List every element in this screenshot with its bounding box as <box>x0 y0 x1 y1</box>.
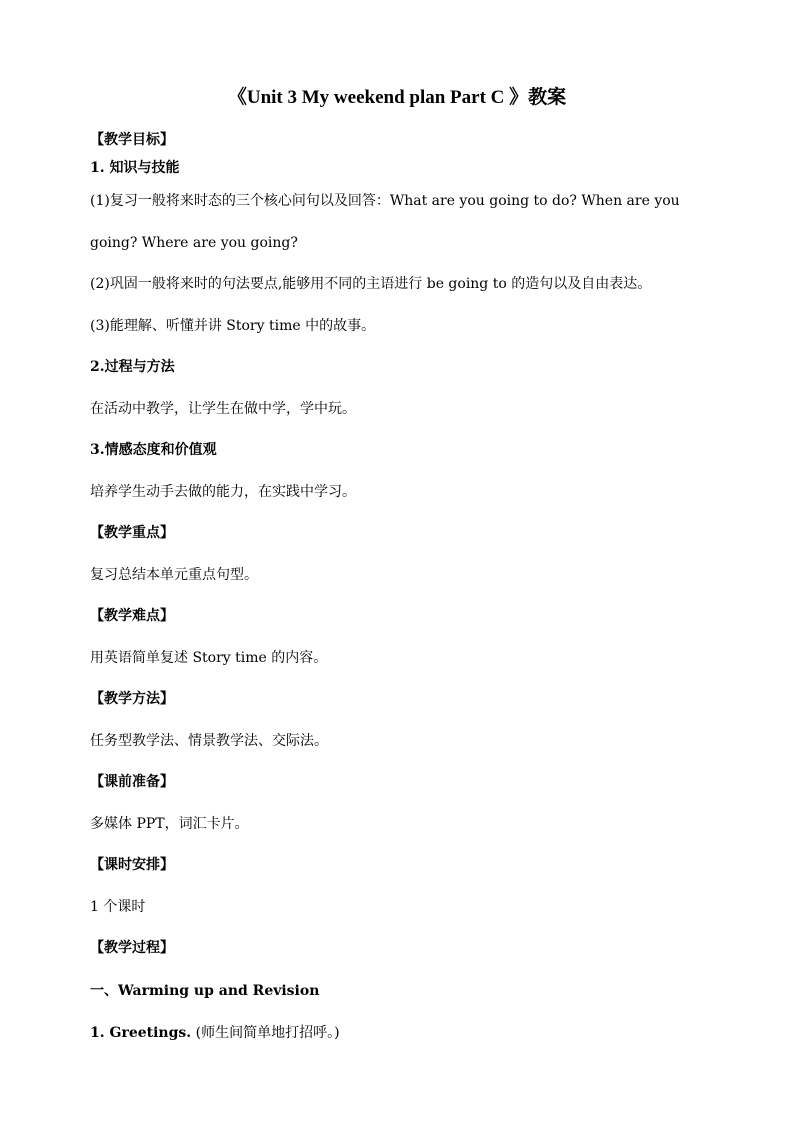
paragraph-objective-2: (2)巩固一般将来时的句法要点,能够用不同的主语进行 be going to 的造句以及自由表达。 <box>90 276 652 292</box>
subheading-process-method: 2.过程与方法 <box>90 359 175 375</box>
subheading-emotion-values: 3.情感态度和价值观 <box>90 442 217 458</box>
paragraph-schedule: 1 个课时 <box>90 899 146 915</box>
section-heading-procedure: 【教学过程】 <box>90 940 174 956</box>
paragraph-process-method: 在活动中教学，让学生在做中学，学中玩。 <box>90 401 356 417</box>
document-title: 《Unit 3 My weekend plan Part C 》教案 <box>227 87 567 108</box>
paragraph-difficulties: 用英语简单复述 Story time 的内容。 <box>90 650 328 666</box>
paragraph-objective-3: (3)能理解、听懂并讲 Story time 中的故事。 <box>90 318 376 334</box>
section-heading-schedule: 【课时安排】 <box>90 857 174 873</box>
section-heading-key-points: 【教学重点】 <box>90 525 174 541</box>
section-heading-objectives: 【教学目标】 <box>90 132 174 148</box>
greetings-label: 1. Greetings. <box>90 1025 192 1041</box>
paragraph-key-points: 复习总结本单元重点句型。 <box>90 567 258 583</box>
greetings-note: (师生间简单地打招呼。) <box>191 1025 340 1041</box>
subheading-knowledge-skills: 1. 知识与技能 <box>90 160 180 176</box>
paragraph-objective-1: (1)复习一般将来时态的三个核心问句以及回答：What are you going to do? When are you <box>90 193 680 209</box>
subheading-warming-up: 一、Warming up and Revision <box>90 983 320 999</box>
paragraph-objective-1-cont: going? Where are you going? <box>90 235 298 251</box>
paragraph-greetings <box>90 1023 340 1043</box>
paragraph-emotion-values: 培养学生动手去做的能力，在实践中学习。 <box>90 484 356 500</box>
section-heading-preparation: 【课前准备】 <box>90 774 174 790</box>
paragraph-preparation: 多媒体 PPT，词汇卡片。 <box>90 816 249 832</box>
paragraph-methods: 任务型教学法、情景教学法、交际法。 <box>90 733 328 749</box>
section-heading-difficulties: 【教学难点】 <box>90 608 174 624</box>
section-heading-methods: 【教学方法】 <box>90 691 174 707</box>
